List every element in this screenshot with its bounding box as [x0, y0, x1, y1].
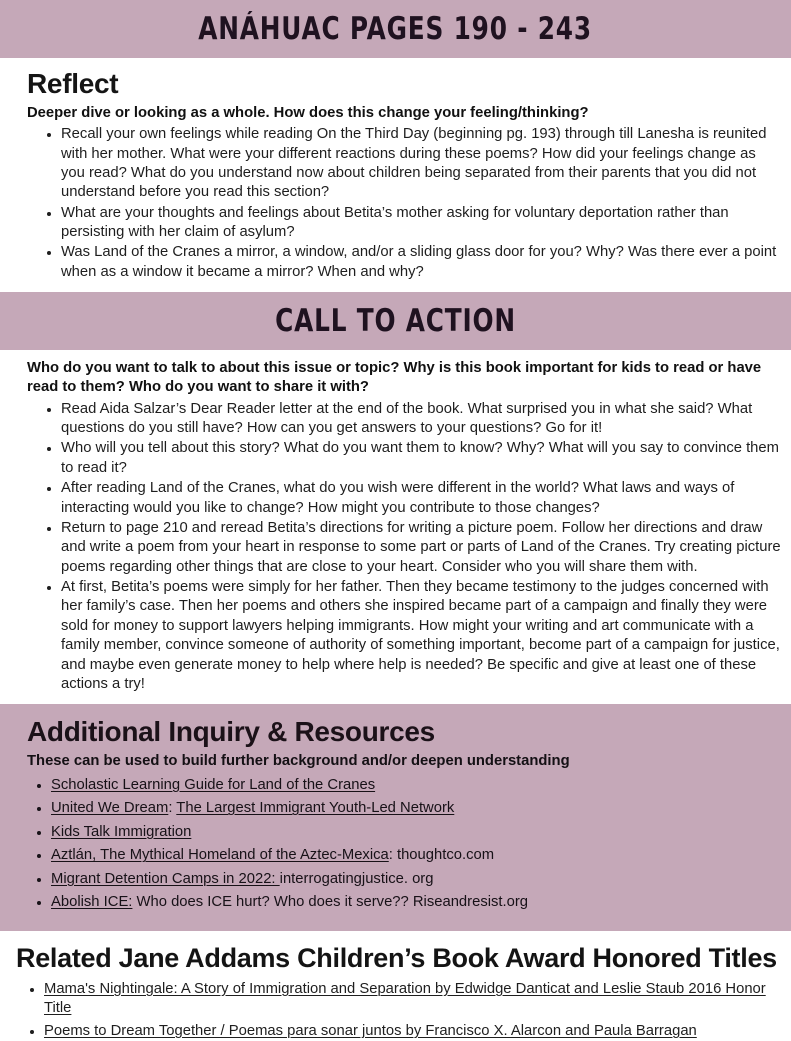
resources-heading: Additional Inquiry & Resources	[27, 716, 435, 748]
related-titles-heading: Related Jane Addams Children’s Book Award Honored Titles	[16, 942, 777, 973]
resource-item-link[interactable]: United We Dream	[51, 800, 169, 817]
resource-item-text: interrogatingjustice. org	[279, 870, 434, 887]
resource-item-link[interactable]: Migrant Detention Camps in 2022:	[51, 870, 280, 887]
reflect-bullet: • Recall your own feelings while reading On the Third Day (beginning pg. 193) through till Lanesha is reunited with her mother. What were your different reactions during these poems? How did your feelings change as you read? What do you understand now about children being separated from their parents that you did not understand before you read this section?	[61, 125, 781, 203]
call-to-action-bullet: • After reading Land of the Cranes, what do you wish were different in the world? What laws and ways of interacting would you like to change? How might you contribute to those changes?	[61, 479, 781, 518]
resource-item	[51, 846, 781, 866]
resources-section	[0, 704, 791, 930]
call-to-action-section	[0, 359, 791, 694]
related-title-item	[44, 1022, 783, 1041]
resource-item	[51, 799, 781, 819]
call-to-action-bullet: • Return to page 210 and reread Betita’s directions for writing a picture poem. Follow her directions and draw and write a poem from your heart in response to some part or parts of Land of the Cranes. Try creating picture poems regarding other things that are close to your heart. Consider who you will share them with.	[61, 519, 781, 577]
resource-item-link[interactable]: Kids Talk Immigration	[51, 823, 192, 840]
resource-item-link[interactable]: The Largest Immigrant Youth-Led Network	[176, 800, 455, 817]
resource-item	[51, 776, 781, 796]
call-to-action-bullet: • Read Aida Salzar’s Dear Reader letter at the end of the book. What surprised you in what she said? What questions do you still have? How can you get answers to your questions? Go for it!	[61, 400, 781, 439]
resource-item	[51, 823, 781, 843]
resource-item-text: :	[168, 800, 177, 817]
resource-item-text: Who does ICE hurt? Who does it serve?? Riseandresist.org	[132, 894, 529, 911]
page-header-band	[0, 0, 791, 58]
call-to-action-bullet: • At first, Betita’s poems were simply for her father. Then they became testimony to the judges concerned with her family’s case. Then her poems and others she inspired became part of a campaign and finally they were sold for money to support lawyers helping immigrants. How might your writing and art communicate with a family member, convince someone of authority of something important, become part of a campaign for justice, and maybe even generate money to help where help is needed? Be specific and give at least one of these actions a try!	[61, 578, 781, 694]
related-titles-list	[16, 980, 783, 1041]
call-to-action-intro: Who do you want to talk to about this issue or topic? Why is this book important for kids to read or have read to them? Who do you want to share it with?	[27, 360, 762, 396]
resource-item	[51, 893, 781, 913]
reflect-section	[0, 68, 791, 282]
resource-item-link[interactable]: Scholastic Learning Guide for Land of the Cranes	[51, 776, 376, 793]
resource-item-link[interactable]: Abolish ICE:	[51, 894, 133, 911]
resource-item	[51, 870, 781, 890]
resources-link-list	[27, 776, 781, 913]
resource-item-text: : thoughtco.com	[388, 847, 495, 864]
reflect-intro: Deeper dive or looking as a whole. How does this change your feeling/thinking?	[27, 105, 589, 121]
reflect-bullet: • What are your thoughts and feelings about Betita’s mother asking for voluntary deportation rather than persisting with her claim of asylum?	[61, 204, 781, 243]
reflect-heading: Reflect	[27, 68, 119, 99]
page-title: ANÁHUAC PAGES 190 - 243	[198, 11, 593, 47]
resources-intro: These can be used to build further background and/or deepen understanding	[27, 753, 570, 770]
related-title-item	[44, 980, 783, 1019]
call-to-action-title: CALL TO ACTION	[275, 303, 516, 340]
reflect-bullet-list	[27, 125, 781, 282]
reflect-bullet: • Was Land of the Cranes a mirror, a window, and/or a sliding glass door for you? Why? Was there ever a point when as a window it became a mirror? When and why?	[61, 243, 781, 282]
call-to-action-band	[0, 292, 791, 350]
related-titles-section	[0, 943, 791, 1041]
resource-item-link[interactable]: Aztlán, The Mythical Homeland of the Aztec-Mexica	[51, 847, 389, 864]
related-title-item-link[interactable]: Poems to Dream Together / Poemas para sonar juntos by Francisco X. Alarcon and Paula Barragan	[44, 1022, 697, 1039]
call-to-action-bullet: • Who will you tell about this story? What do you want them to know? Why? What will you say to convince them to read it?	[61, 439, 781, 478]
call-to-action-bullet-list	[27, 400, 781, 695]
related-title-item-link[interactable]: Mama's Nightingale: A Story of Immigration and Separation by Edwidge Danticat and Leslie Staub 2016 Honor Title	[44, 980, 766, 1017]
